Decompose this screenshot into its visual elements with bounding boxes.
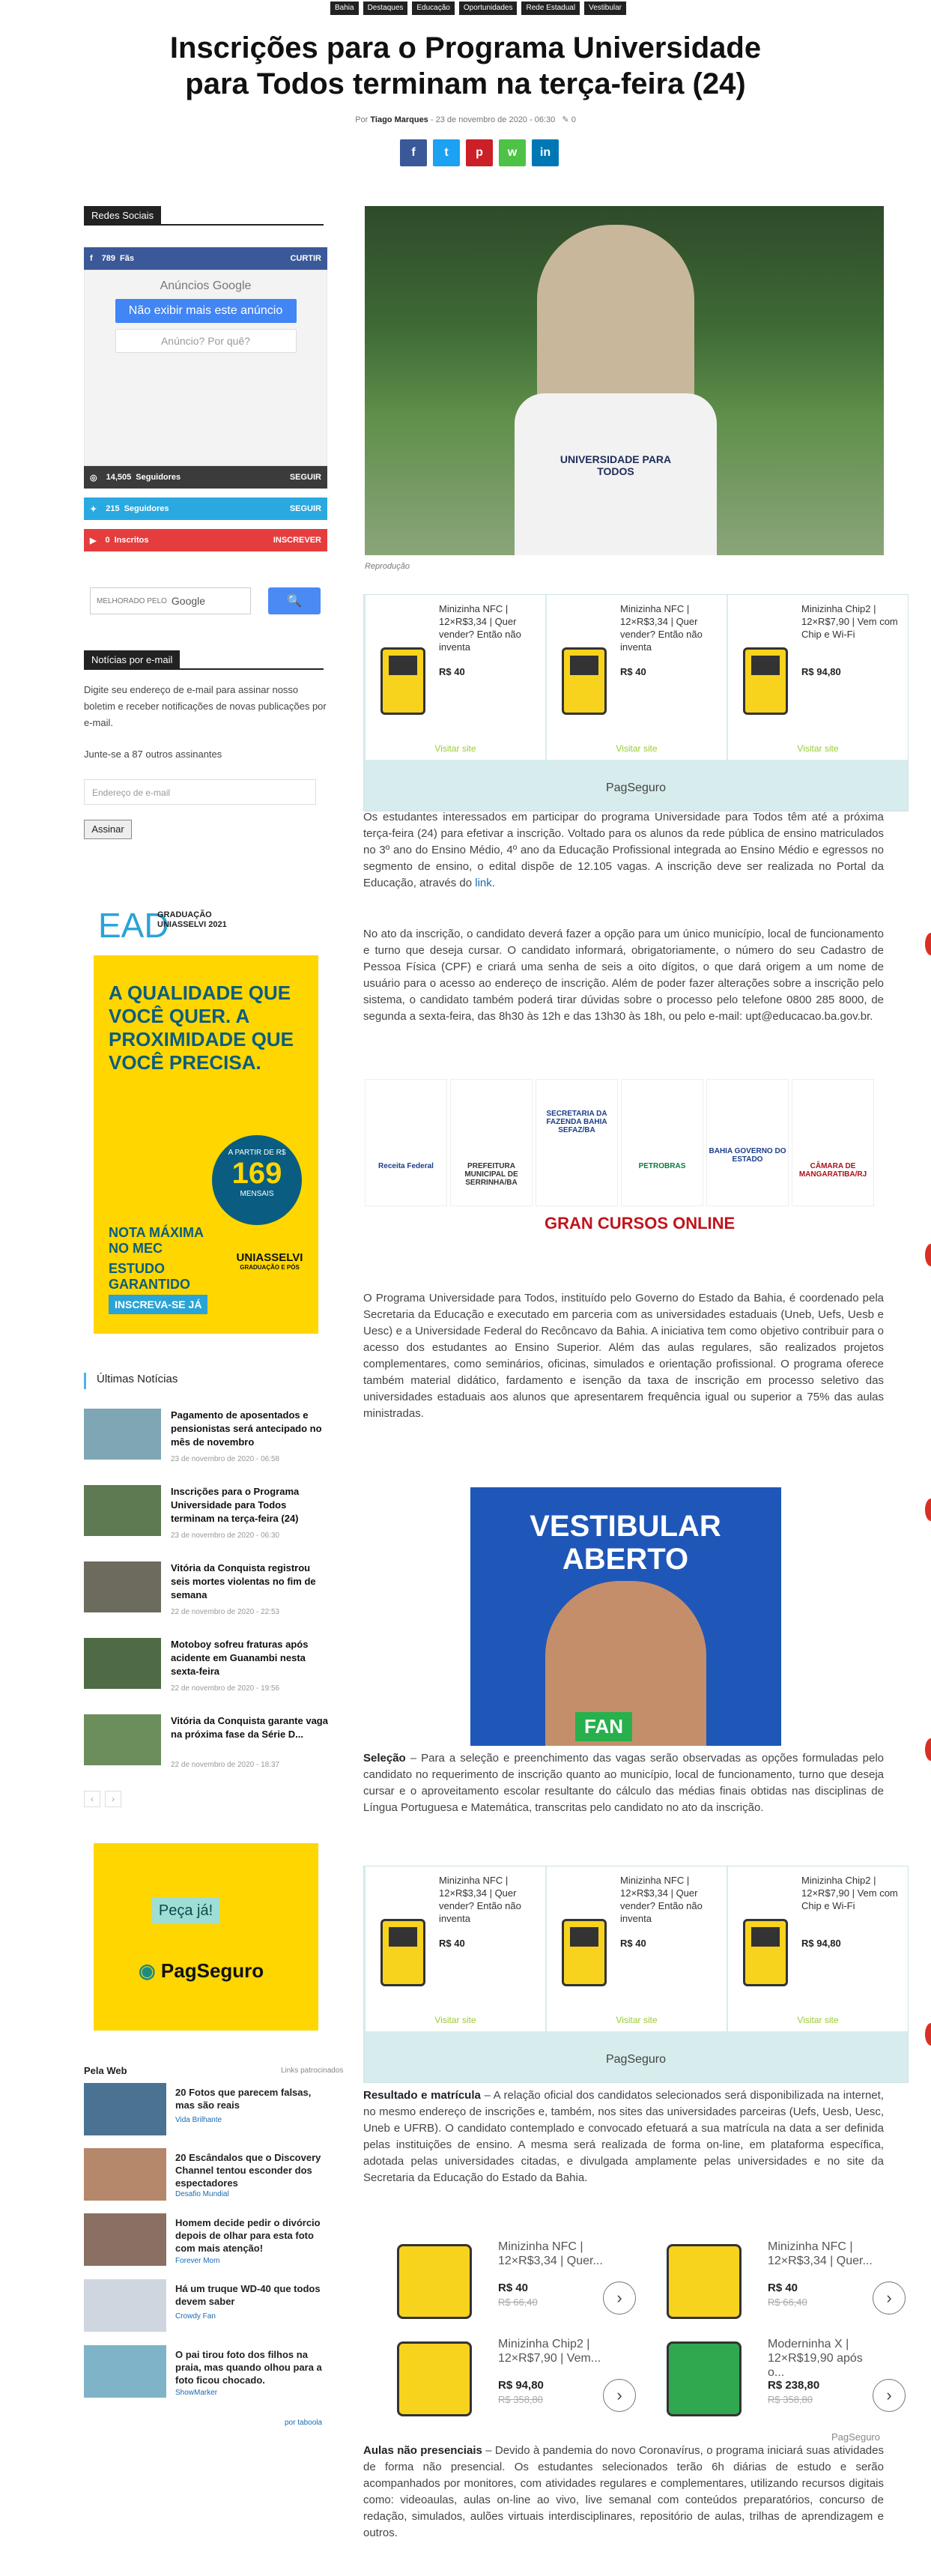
sponsored-item[interactable]	[84, 2279, 331, 2332]
paragraph	[363, 809, 884, 892]
mec-line: NO MEC	[109, 1241, 163, 1256]
subscriber-count: Junte-se a 87 outros assinantes	[84, 749, 222, 760]
product-name[interactable]: Minizinha NFC | 12×R$3,34 | Quer...	[768, 2240, 873, 2267]
news-date: 22 de novembro de 2020 - 19:56	[171, 1684, 280, 1693]
paragraph-end: .	[491, 877, 495, 889]
tw-count: 215	[106, 504, 120, 513]
twitter-icon: ✦	[90, 504, 97, 514]
chevron-right-icon[interactable]: ›	[603, 2282, 636, 2315]
sponsored-source[interactable]: Vida Brilhante	[175, 2116, 222, 2124]
card-machine-icon	[397, 2244, 472, 2319]
ig-count: 14,505	[106, 473, 132, 482]
logo-petrobras: PETROBRAS	[621, 1079, 703, 1206]
product-title[interactable]: Minizinha NFC | 12×R$3,34 | Quer vender? Então não inventa	[439, 1875, 521, 1924]
whatsapp-share-icon[interactable]: w	[499, 139, 526, 166]
logo-mangaratiba: CÂMARA DE MANGARATIBA/RJ	[792, 1079, 874, 1206]
email-description: Digite seu endereço de e-mail para assinar nosso boletim e receber notificações de novas publicações por e-mail.	[84, 684, 327, 728]
sponsored-thumb[interactable]	[84, 2279, 166, 2332]
grancursos-ad[interactable]	[365, 1079, 884, 1236]
brand-name: UNIASSELVI	[236, 1251, 303, 1264]
sponsored-source[interactable]: ShowMarker	[175, 2389, 218, 2397]
instagram-counter[interactable]	[84, 466, 327, 489]
chevron-right-icon[interactable]: ›	[603, 2379, 636, 2412]
product-tile[interactable]	[652, 2237, 906, 2326]
inscription-link[interactable]: link	[475, 877, 492, 889]
uniasselvi-ad[interactable]	[94, 884, 318, 1334]
product-price: R$ 40	[620, 666, 646, 677]
sponsored-title[interactable]: 20 Fotos que parecem falsas, mas são reais	[175, 2087, 312, 2111]
author-link[interactable]: Tiago Marques	[370, 115, 428, 124]
next-arrow-icon[interactable]: ›	[105, 1791, 121, 1807]
news-date: 23 de novembro de 2020 - 06:30	[171, 1532, 280, 1540]
pagseguro-footer[interactable]: PagSeguro	[605, 2053, 667, 2066]
ead-headline: A QUALIDADE QUE VOCÊ QUER. A PROXIMIDADE QUE VOCÊ PRECISA.	[109, 982, 294, 1074]
sponsored-source[interactable]: Desafio Mundial	[175, 2190, 229, 2198]
why-ad-button[interactable]: Anúncio? Por quê?	[115, 329, 297, 353]
nota-line: NOTA MÁXIMA	[109, 1225, 204, 1240]
news-item[interactable]	[84, 1561, 331, 1621]
title-line: para Todos terminam na terça-feira (24)	[185, 67, 746, 100]
news-title[interactable]: Vitória da Conquista garante vaga na próxima fase da Série D...	[171, 1715, 328, 1740]
by-label: Por	[355, 115, 369, 124]
search-enhanced-label: MELHORADO PELO	[97, 596, 167, 605]
fb-count: 789	[101, 254, 116, 263]
floating-edge-button[interactable]	[925, 1738, 931, 1761]
order-now-button[interactable]: Peça já!	[152, 1897, 219, 1924]
paragraph-text: – Para a seleção e preenchimento das vagas serão observadas as opções formuladas pelo candidato no requerimento de inscrição quanto ao município, local de funcionamento, turno que deseja cursar e o aproveitamento escolar resultante do cálculo das médias finais obtidas nas disciplinas de Língua Portuguesa e Matemática, transcritas pelo candidato no ato da inscrição.	[363, 1752, 884, 1814]
floating-edge-button[interactable]	[925, 1244, 931, 1266]
product-price: R$ 40	[768, 2282, 798, 2294]
sponsored-thumb[interactable]	[84, 2345, 166, 2398]
paragraph: No ato da inscrição, o candidato deverá fazer a opção para um único município, local de funcionamento e turno que deseja cursar. O candidato informará, obrigatoriamente, o número do seu Cadastro de Pessoa Física (CPF) e criará uma senha de seis a oito dígitos, o que dará origem a um nome de usuário para o acesso ao endereço de inscrição. Além de poder fazer alterações sobre a inscrição pelo sistema, o candidato também poderá tirar dúvidas sobre o processo pelo telefone 0800 285 8000, de segunda a sexta-feira, das 8h30 às 12h e das 13h30 às 18h, ou pelo e-mail: upt@educacao.ba.gov.br.	[363, 928, 884, 1023]
product-price: R$ 40	[620, 1938, 646, 1949]
product-price: R$ 40	[439, 1938, 465, 1949]
card-machine-icon	[380, 1919, 425, 1986]
product-price: R$ 94,80	[498, 2379, 544, 2392]
visit-site-link[interactable]: Visitar site	[434, 743, 476, 754]
title-line: Inscrições para o Programa Universidade	[169, 31, 762, 64]
pinterest-share-icon[interactable]: p	[466, 139, 493, 166]
brand-sub: GRADUAÇÃO E PÓS	[240, 1264, 300, 1271]
search-input[interactable]	[90, 587, 251, 614]
vestibular-ad[interactable]	[470, 1487, 781, 1746]
pagseguro-ad-block[interactable]	[363, 1866, 909, 2083]
visit-site-link[interactable]: Visitar site	[616, 2015, 658, 2025]
paragraph-lead: Seleção	[363, 1752, 406, 1765]
google-ad-placeholder	[84, 270, 327, 466]
product-grid-footer[interactable]: PagSeguro	[831, 2431, 880, 2443]
paragraph: O Programa Universidade para Todos, instituído pelo Governo do Estado da Bahia, é coordenado pela Secretaria da Educação e executado em parceria com as universidades estaduais (Uneb, Uefs, Uesb e Uesc) e a Universidade Federal do Recôncavo da Bahia. A iniciativa tem como objetivo contribuir para o acesso dos estudantes ao Ensino Superior. Além das aulas regulares, são realizados projetos complementares, como seminários, oficinas, simulados e orientação profissional. O programa oferece também material didático, fardamento e isenção da taxa de inscrição em processo seletivo das universidades estaduais aos alunos que apresentarem frequência igual ou superior a 75% das aulas ministradas.	[363, 1292, 884, 1420]
facebook-icon: f	[90, 254, 93, 263]
subscribe-button[interactable]: Assinar	[84, 820, 132, 839]
tag[interactable]: Destaques	[363, 1, 408, 15]
image-caption: Reprodução	[365, 562, 410, 571]
tw-action[interactable]: SEGUIR	[289, 504, 321, 513]
product-title[interactable]: Minizinha Chip2 | 12×R$7,90 | Vem com Chip e Wi-Fi	[801, 603, 898, 640]
product-card[interactable]	[547, 1866, 727, 2031]
card-machine-icon	[667, 2341, 742, 2416]
product-name[interactable]: Moderninha X | 12×R$19,90 após o...	[768, 2338, 863, 2379]
price-badge	[212, 1135, 302, 1225]
logo-sefaz: SECRETARIA DA FAZENDA BAHIA SEFAZ/BA	[536, 1079, 618, 1206]
product-price: R$ 40	[439, 666, 465, 677]
search-icon: 🔍	[287, 595, 302, 608]
news-thumb[interactable]	[84, 1409, 161, 1460]
article-photo	[365, 206, 884, 555]
linkedin-share-icon[interactable]: in	[532, 139, 559, 166]
card-machine-icon	[562, 1919, 607, 1986]
card-machine-icon	[380, 647, 425, 715]
ead-cta[interactable]: INSCREVA-SE JÁ	[109, 1295, 207, 1314]
product-title[interactable]: Minizinha NFC | 12×R$3,34 | Quer vender? Então não inventa	[439, 603, 521, 653]
pagseguro-icon: ◉	[139, 1959, 156, 1982]
news-item[interactable]	[84, 1409, 331, 1469]
youtube-icon: ▶	[90, 536, 97, 545]
product-card[interactable]	[728, 595, 908, 760]
hide-ad-button[interactable]: Não exibir mais este anúncio	[115, 299, 297, 323]
product-old-price: R$ 358,80	[768, 2394, 813, 2405]
paragraph-text: – Devido à pandemia do novo Coronavírus, o programa iniciará suas atividades de forma não presencial. Os estudantes selecionados terão 6h diárias de estudo e serão acompanhados por monitores, com atividades regulares e complementares, utilizando recursos digitais como: videoaulas, aulas on-line ao vivo, live semanal com conteúdos preparatórios, concurso de redação, simulados, aulões virtuais interdisciplinares, repositório de aulas, trilhas de aprendizagem e outros.	[363, 2444, 884, 2539]
news-date: 22 de novembro de 2020 - 18:37	[171, 1761, 280, 1769]
paragraph-lead: Resultado e matrícula	[363, 2089, 481, 2102]
product-card[interactable]	[366, 1866, 545, 2031]
pagseguro-logo	[139, 1959, 264, 1983]
floating-edge-button[interactable]	[925, 1499, 931, 1521]
facebook-share-icon[interactable]: f	[400, 139, 427, 166]
tag[interactable]: Vestibular	[584, 1, 626, 15]
news-thumb[interactable]	[84, 1638, 161, 1689]
product-card[interactable]	[728, 1866, 908, 2031]
card-machine-icon	[667, 2244, 742, 2319]
tag-list	[330, 1, 626, 15]
logo-bahia: BAHIA GOVERNO DO ESTADO	[706, 1079, 789, 1206]
article-meta	[0, 115, 931, 124]
news-thumb[interactable]	[84, 1561, 161, 1612]
yt-label: Inscritos	[114, 536, 149, 545]
email-field[interactable]: Endereço de e-mail	[84, 779, 316, 805]
vestibular-title: VESTIBULAR ABERTO	[530, 1510, 721, 1576]
sponsored-item[interactable]	[84, 2148, 331, 2201]
sponsored-title[interactable]: O pai tirou foto dos filhos na praia, mas quando olhou para a foto ficou chocado.	[175, 2349, 322, 2386]
share-buttons	[400, 139, 559, 166]
paragraph-text: – A relação oficial dos candidatos selecionados será disponibilizada na internet, no mesmo endereço de inscrições e, também, nos sites das universidades parceiras (Uefs, Uesb, Uesc, Uneb e UFRB). O candidato contemplado e convocado efetuará a sua matrícula na data a ser definida pelas instituições de ensino. A mesma será realizada de forma on-line, em plataforma específica, adotada pelas universidades citadas, e divulgada amplamente pelas universidades e no site da Secretaria da Educação do Estado da Bahia.	[363, 2089, 884, 2184]
tw-label: Seguidores	[124, 504, 169, 513]
ead-brand	[232, 1251, 307, 1271]
paragraph	[363, 2087, 884, 2186]
floating-edge-button[interactable]	[925, 933, 931, 955]
yt-count: 0	[105, 536, 110, 545]
paragraph-text: Os estudantes interessados em participar do programa Universidade para Todos têm até a próxima terça-feira (24) para efetivar a inscrição. Voltado para os alunos da rede pública de ensino matriculados no 3º ano do Ensino Médio, 4º ano da Educação Profissional integrada ao Ensino Médio e egressos no segmento de ensino, o edital dispõe de 12.105 vagas. A inscrição deve ser realizada no Portal da Educação, através do	[363, 811, 884, 889]
yt-action[interactable]: INSCREVER	[273, 536, 321, 545]
product-tile[interactable]	[382, 2237, 637, 2326]
youtube-counter[interactable]	[84, 529, 327, 551]
product-price: R$ 40	[498, 2282, 529, 2294]
tag[interactable]: Educação	[412, 1, 454, 15]
sponsored-thumb[interactable]	[84, 2213, 166, 2266]
pagseguro-sidebar-ad[interactable]	[94, 1843, 318, 2031]
card-machine-icon	[743, 647, 788, 715]
news-date: 23 de novembro de 2020 - 06:58	[171, 1455, 280, 1463]
logo-receita: Receita Federal	[365, 1079, 447, 1206]
product-name[interactable]: Minizinha NFC | 12×R$3,34 | Quer...	[498, 2240, 603, 2267]
card-machine-icon	[562, 647, 607, 715]
sponsored-item[interactable]	[84, 2083, 331, 2135]
visit-site-link[interactable]: Visitar site	[797, 743, 839, 754]
sponsored-item[interactable]	[84, 2213, 331, 2266]
logo-serrinha: PREFEITURA MUNICIPAL DE SERRINHA/BA	[450, 1079, 533, 1206]
widget-title-text: Notícias por e-mail	[84, 650, 180, 670]
product-price: R$ 238,80	[768, 2379, 820, 2392]
product-card[interactable]	[366, 595, 545, 760]
price-value: 169	[231, 1157, 282, 1190]
ead-nota	[109, 1225, 204, 1292]
paragraph	[363, 2443, 884, 2542]
widget-title-text: Redes Sociais	[84, 206, 161, 226]
pagseguro-footer[interactable]: PagSeguro	[605, 781, 667, 794]
product-old-price: R$ 66,40	[768, 2297, 807, 2308]
ig-action[interactable]: SEGUIR	[289, 473, 321, 482]
comment-count[interactable]: 0	[571, 115, 576, 124]
news-item[interactable]	[84, 1485, 331, 1545]
news-item[interactable]	[84, 1638, 331, 1698]
product-name[interactable]: Minizinha Chip2 | 12×R$7,90 | Vem...	[498, 2338, 601, 2365]
price-from: A PARTIR DE R$	[228, 1149, 286, 1157]
news-title[interactable]: Pagamento de aposentados e pensionistas será antecipado no mês de novembro	[171, 1409, 322, 1448]
sponsored-title[interactable]: Homem decide pedir o divórcio depois de olhar para esta foto com mais atenção!	[175, 2217, 321, 2254]
product-price: R$ 94,80	[801, 666, 841, 677]
product-old-price: R$ 358,80	[498, 2394, 543, 2405]
product-card[interactable]	[547, 595, 727, 760]
fan-logo: FAN	[575, 1712, 632, 1741]
news-thumb[interactable]	[84, 1714, 161, 1765]
ead-logo: EAD	[98, 906, 169, 945]
fb-label: Fãs	[120, 254, 134, 263]
sponsored-title[interactable]: Há um truque WD-40 que todos devem saber	[175, 2283, 321, 2307]
ig-label: Seguidores	[136, 473, 181, 482]
product-tile[interactable]	[382, 2334, 637, 2424]
fb-action[interactable]: CURTIR	[290, 254, 321, 263]
article-title	[150, 30, 781, 102]
sponsored-label[interactable]: Links patrocinados	[281, 2066, 344, 2075]
paragraph-lead: Aulas não presenciais	[363, 2444, 482, 2457]
tag[interactable]: Bahia	[330, 1, 359, 15]
twitter-counter[interactable]	[84, 498, 327, 520]
news-title[interactable]: Vitória da Conquista registrou seis mortes violentas no fim de semana	[171, 1562, 316, 1600]
ads-heading: Anúncios Google	[160, 279, 252, 292]
sponsored-source[interactable]: Crowdy Fan	[175, 2312, 216, 2320]
widget-title	[84, 650, 324, 670]
visit-site-link[interactable]: Visitar site	[434, 2015, 476, 2025]
floating-edge-button[interactable]	[925, 2023, 931, 2046]
card-machine-icon	[743, 1919, 788, 1986]
grancursos-logo: GRAN CURSOS ONLINE	[545, 1214, 736, 1233]
twitter-share-icon[interactable]: t	[433, 139, 460, 166]
search-button[interactable]	[268, 587, 321, 614]
tshirt-text: UNIVERSIDADE PARA TODOS	[559, 453, 672, 477]
sponsored-title[interactable]: 20 Escândalos que o Discovery Channel tentou esconder dos espectadores	[175, 2152, 321, 2189]
sponsored-source[interactable]: Forever Mom	[175, 2257, 220, 2265]
product-tile[interactable]	[652, 2334, 906, 2424]
tag[interactable]: Rede Estadual	[521, 1, 580, 15]
chevron-right-icon[interactable]: ›	[873, 2282, 906, 2315]
news-thumb[interactable]	[84, 1485, 161, 1536]
pagseguro-ad-block[interactable]	[363, 594, 909, 811]
prev-arrow-icon[interactable]: ‹	[84, 1791, 100, 1807]
article-date: 23 de novembro de 2020 - 06:30	[435, 115, 556, 124]
search-brand: Google	[171, 595, 206, 607]
pagseguro-brand: PagSeguro	[160, 1959, 264, 1982]
latest-title: Últimas Notícias	[84, 1373, 331, 1389]
product-title[interactable]: Minizinha NFC | 12×R$3,34 | Quer vender? Então não inventa	[620, 603, 703, 653]
visit-site-link[interactable]: Visitar site	[616, 743, 658, 754]
product-title[interactable]: Minizinha Chip2 | 12×R$7,90 | Vem com Chip e Wi-Fi	[801, 1875, 898, 1911]
estudo-line: ESTUDO GARANTIDO	[109, 1261, 190, 1292]
news-title[interactable]: Motoboy sofreu fraturas após acidente em Guanambi nesta sexta-feira	[171, 1639, 309, 1677]
instagram-icon: ◎	[90, 473, 97, 483]
news-date: 22 de novembro de 2020 - 22:53	[171, 1608, 280, 1616]
visit-site-link[interactable]: Visitar site	[797, 2015, 839, 2025]
sponsored-item[interactable]	[84, 2345, 331, 2398]
card-machine-icon	[397, 2341, 472, 2416]
sponsored-thumb[interactable]	[84, 2083, 166, 2135]
product-old-price: R$ 66,40	[498, 2297, 538, 2308]
ead-sub: GRADUAÇÃO UNIASSELVI 2021	[157, 910, 227, 929]
pelaweb-title: Pela Web	[84, 2065, 127, 2076]
news-item[interactable]	[84, 1714, 331, 1774]
facebook-counter[interactable]	[84, 247, 327, 270]
chevron-right-icon[interactable]: ›	[873, 2379, 906, 2412]
product-title[interactable]: Minizinha NFC | 12×R$3,34 | Quer vender? Então não inventa	[620, 1875, 703, 1924]
tag[interactable]: Oportunidades	[459, 1, 518, 15]
news-title[interactable]: Inscrições para o Programa Universidade para Todos terminam na terça-feira (24)	[171, 1486, 300, 1524]
product-price: R$ 94,80	[801, 1938, 841, 1949]
sponsored-thumb[interactable]	[84, 2148, 166, 2201]
price-monthly: MENSAIS	[240, 1190, 274, 1198]
widget-title	[84, 206, 324, 226]
taboola-credit[interactable]: por taboola	[285, 2419, 323, 2427]
meta-separator: -	[430, 115, 434, 124]
comment-icon[interactable]: ✎	[562, 115, 569, 124]
paragraph	[363, 1750, 884, 1816]
